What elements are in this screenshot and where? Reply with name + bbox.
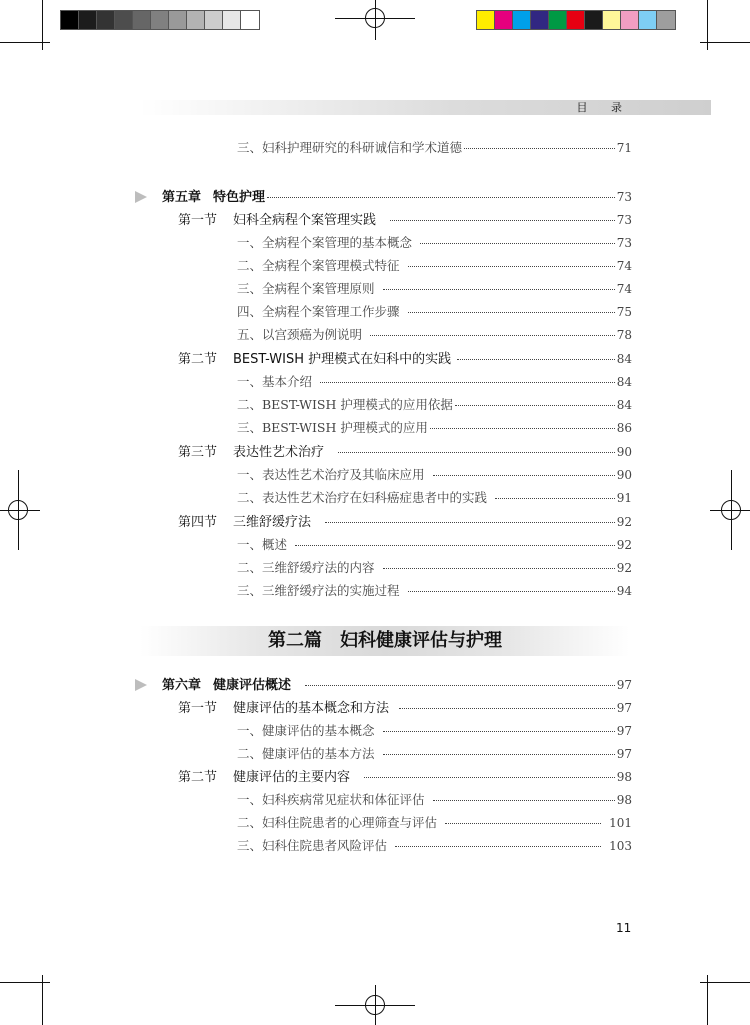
section-title: 妇科全病程个案管理实践	[233, 213, 377, 228]
section-title: BEST-WISH 护理模式在妇科中的实践	[233, 352, 452, 367]
section-page: 98	[616, 770, 632, 784]
toc-entry-page: 97	[616, 747, 632, 761]
toc-section[interactable]	[178, 700, 632, 716]
gray-swatch	[97, 11, 115, 29]
toc-entry-page: 73	[616, 236, 632, 250]
gray-swatch	[187, 11, 205, 29]
toc-entry-title: 三、BEST-WISH 护理模式的应用	[237, 420, 428, 435]
section-label: 第四节	[178, 515, 218, 530]
dot-leader	[370, 334, 615, 336]
toc-entry-title: 二、全病程个案管理模式特征	[237, 258, 400, 273]
toc-entry-page: 91	[616, 491, 632, 505]
dot-leader	[325, 521, 615, 523]
dot-leader	[457, 358, 615, 360]
toc-entry-page: 71	[616, 141, 632, 155]
section-label: 第一节	[178, 213, 218, 228]
toc-section[interactable]	[178, 212, 632, 228]
dot-leader	[495, 497, 615, 499]
toc-entry-page: 75	[616, 305, 632, 319]
dot-leader	[430, 427, 615, 429]
toc-entry[interactable]	[237, 792, 632, 808]
chapter-page: 73	[616, 190, 632, 204]
dot-leader	[464, 147, 615, 149]
chapter-arrow-icon	[135, 679, 147, 691]
gray-swatch	[241, 11, 259, 29]
toc-entry[interactable]	[237, 838, 632, 854]
section-title: 表达性艺术治疗	[233, 445, 325, 460]
dot-leader	[433, 799, 615, 801]
toc-entry[interactable]	[237, 327, 632, 343]
dot-leader	[383, 753, 615, 755]
toc-entry-page: 78	[616, 328, 632, 342]
toc-chapter[interactable]	[162, 189, 632, 205]
toc-entry-page: 74	[616, 259, 632, 273]
dot-leader	[390, 219, 615, 221]
toc-entry-page: 86	[616, 421, 632, 435]
toc-entry-title: 二、表达性艺术治疗在妇科癌症患者中的实践	[237, 490, 488, 505]
toc-entry-page: 101	[609, 816, 632, 830]
dot-leader	[433, 474, 615, 476]
color-swatch	[657, 11, 675, 29]
dot-leader	[408, 590, 615, 592]
toc-section[interactable]	[178, 514, 632, 530]
part-title[interactable]: 第二篇 妇科健康评估与护理	[268, 630, 502, 651]
toc-entry-title: 三、妇科护理研究的科研诚信和学术道德	[237, 140, 463, 155]
color-swatch	[549, 11, 567, 29]
toc-section[interactable]	[178, 444, 632, 460]
toc-entry[interactable]	[237, 281, 632, 297]
toc-entry-title: 一、表达性艺术治疗及其临床应用	[237, 467, 425, 482]
section-label: 第二节	[178, 770, 218, 785]
gray-swatch	[61, 11, 79, 29]
toc-entry[interactable]	[237, 140, 632, 156]
toc-entry-page: 92	[616, 538, 632, 552]
chapter-arrow-icon	[135, 191, 147, 203]
color-swatch	[621, 11, 639, 29]
toc-entry-title: 一、概述	[237, 537, 288, 552]
gray-swatch	[169, 11, 187, 29]
toc-entry-page: 74	[616, 282, 632, 296]
toc-entry-title: 四、全病程个案管理工作步骤	[237, 304, 400, 319]
toc-entry-title: 三、三维舒缓疗法的实施过程	[237, 583, 400, 598]
gray-swatch	[79, 11, 97, 29]
toc-entry-title: 二、健康评估的基本方法	[237, 746, 375, 761]
toc-entry[interactable]	[237, 746, 632, 762]
toc-entry[interactable]	[237, 304, 632, 320]
section-label: 第三节	[178, 445, 218, 460]
section-label: 第二节	[178, 352, 218, 367]
toc-entry-page: 92	[616, 561, 632, 575]
toc-chapter[interactable]	[162, 677, 632, 693]
toc-entry[interactable]	[237, 397, 632, 413]
toc-entry[interactable]	[237, 723, 632, 739]
dot-leader	[408, 265, 615, 267]
chapter-page: 97	[616, 678, 632, 692]
section-label: 第一节	[178, 701, 218, 716]
dot-leader	[399, 707, 615, 709]
section-page: 97	[616, 701, 632, 715]
dot-leader	[267, 196, 615, 198]
toc-entry-title: 三、全病程个案管理原则	[237, 281, 375, 296]
toc-entry-page: 97	[616, 724, 632, 738]
chapter-title: 健康评估概述	[213, 678, 292, 693]
toc-entry[interactable]	[237, 583, 632, 599]
toc-section[interactable]	[178, 351, 632, 367]
toc-entry-title: 三、妇科住院患者风险评估	[237, 838, 388, 853]
dot-leader	[408, 311, 615, 313]
toc-entry-title: 一、基本介绍	[237, 374, 313, 389]
page-number: 11	[616, 921, 632, 935]
toc-entry-page: 84	[616, 375, 632, 389]
dot-leader	[305, 684, 615, 686]
toc-entry[interactable]	[237, 374, 632, 390]
color-swatch	[495, 11, 513, 29]
color-swatch	[585, 11, 603, 29]
dot-leader	[364, 776, 615, 778]
toc-entry-page: 84	[616, 398, 632, 412]
color-swatch	[567, 11, 585, 29]
toc-entry-title: 二、BEST-WISH 护理模式的应用依据	[237, 397, 453, 412]
dot-leader	[383, 567, 615, 569]
color-swatch	[639, 11, 657, 29]
toc-entry[interactable]	[237, 815, 632, 831]
gray-swatch	[205, 11, 223, 29]
dot-leader	[455, 404, 615, 406]
toc-entry[interactable]	[237, 490, 632, 506]
toc-section[interactable]	[178, 769, 632, 785]
section-page: 73	[616, 213, 632, 227]
toc-entry-title: 一、全病程个案管理的基本概念	[237, 235, 413, 250]
running-header-title: 目 录	[576, 101, 632, 114]
chapter-label: 第五章	[162, 190, 202, 205]
section-page: 84	[616, 352, 632, 366]
toc-entry-title: 一、健康评估的基本概念	[237, 723, 375, 738]
chapter-title: 特色护理	[213, 190, 266, 205]
toc-entry-page: 98	[616, 793, 632, 807]
section-title: 健康评估的基本概念和方法	[233, 701, 390, 716]
gray-swatch	[223, 11, 241, 29]
gray-swatch	[133, 11, 151, 29]
dot-leader	[295, 544, 615, 546]
dot-leader	[338, 451, 615, 453]
section-title: 健康评估的主要内容	[233, 770, 351, 785]
dot-leader	[383, 730, 615, 732]
toc-entry-page: 90	[616, 468, 632, 482]
toc-entry-title: 一、妇科疾病常见症状和体征评估	[237, 792, 425, 807]
dot-leader	[383, 288, 615, 290]
color-swatch	[603, 11, 621, 29]
color-swatch	[531, 11, 549, 29]
toc-entry-title: 二、妇科住院患者的心理筛查与评估	[237, 815, 438, 830]
gray-swatch-strip	[60, 10, 260, 30]
section-page: 92	[616, 515, 632, 529]
dot-leader	[395, 845, 601, 847]
toc-entry[interactable]	[237, 420, 632, 436]
toc-entry-title: 五、以宫颈癌为例说明	[237, 327, 363, 342]
color-swatch-strip	[476, 10, 676, 30]
toc-entry[interactable]	[237, 560, 632, 576]
section-page: 90	[616, 445, 632, 459]
toc-entry-page: 94	[616, 584, 632, 598]
dot-leader	[420, 242, 615, 244]
toc-entry-title: 二、三维舒缓疗法的内容	[237, 560, 375, 575]
toc-entry[interactable]	[237, 537, 632, 553]
color-swatch	[513, 11, 531, 29]
section-title: 三维舒缓疗法	[233, 515, 312, 530]
toc-entry[interactable]	[237, 467, 632, 483]
toc-entry-page: 103	[609, 839, 632, 853]
chapter-label: 第六章	[162, 678, 202, 693]
color-swatch	[477, 11, 495, 29]
gray-swatch	[151, 11, 169, 29]
dot-leader	[445, 822, 601, 824]
toc-entry[interactable]	[237, 235, 632, 251]
dot-leader	[320, 381, 615, 383]
gray-swatch	[115, 11, 133, 29]
toc-entry[interactable]	[237, 258, 632, 274]
